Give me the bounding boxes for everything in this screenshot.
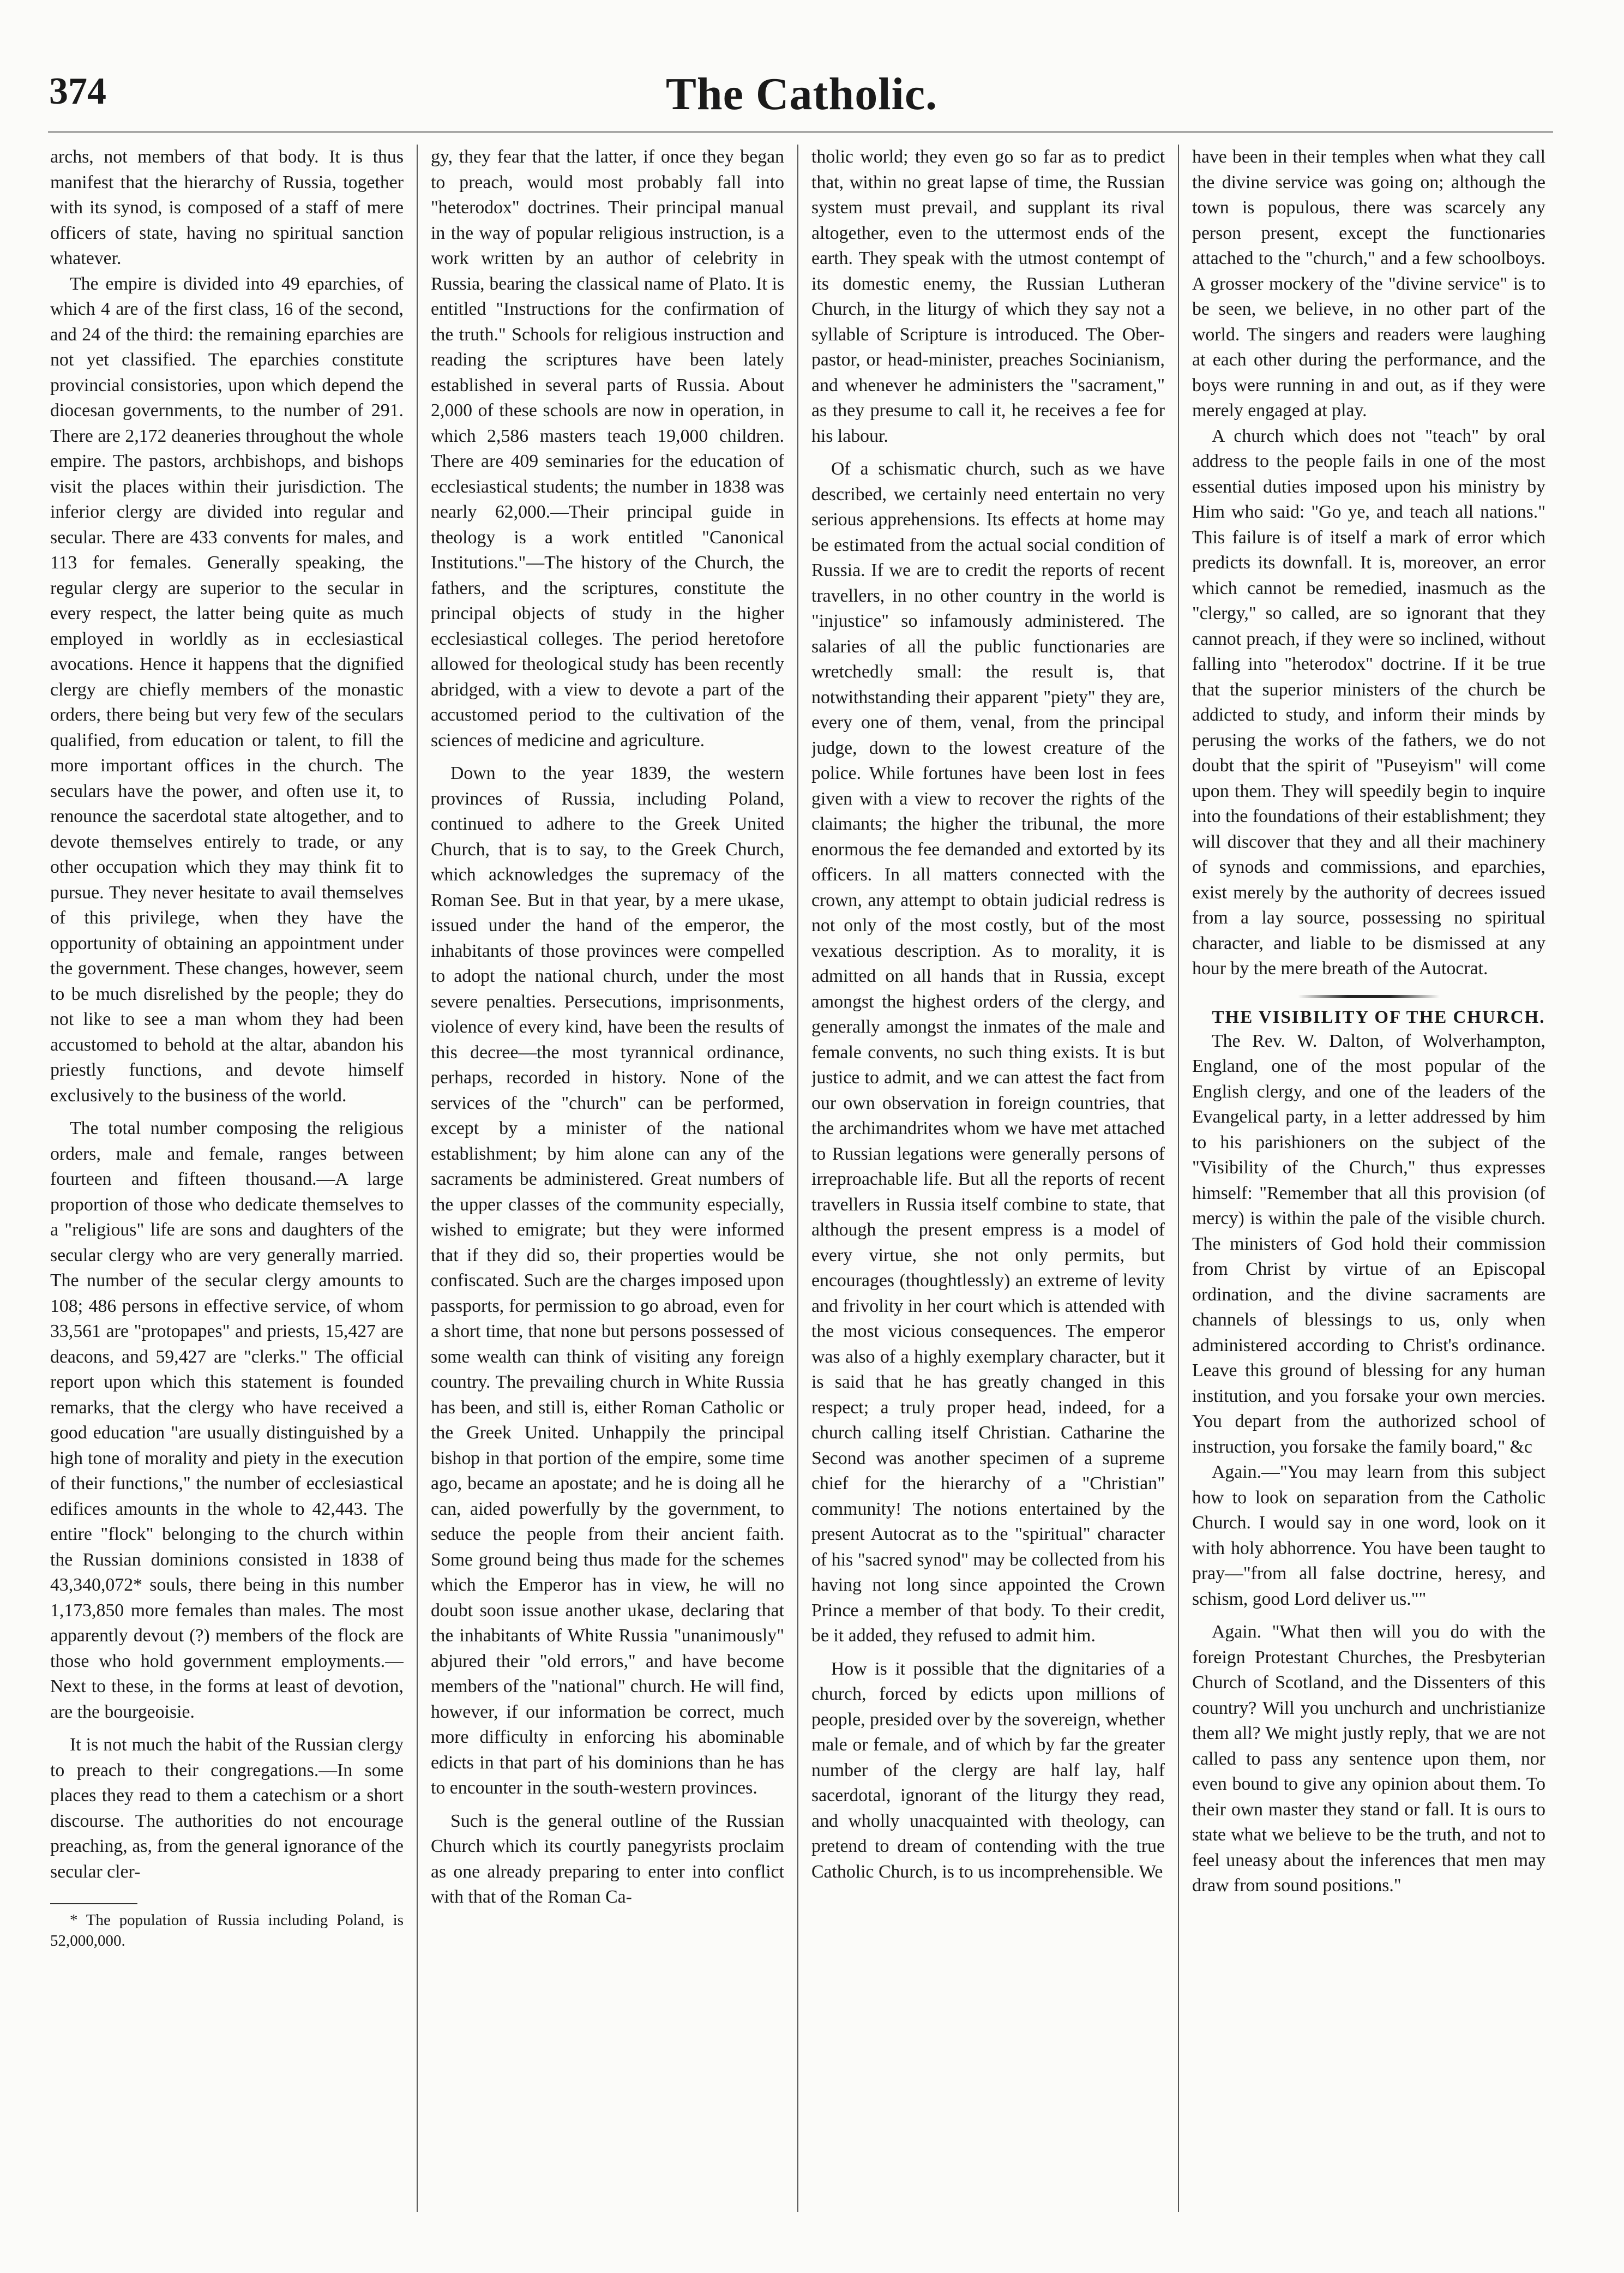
column-2: [431, 145, 784, 2212]
paragraph: It is not much the habit of the Russian clergy to preach to their congregations.—In some places they read to them a catechism or a short discourse. The authorities do not encourage preaching, as, from the general ignorance of the secular cler-: [50, 1735, 404, 1882]
paragraph: Of a schismatic church, such as we have described, we certainly need entertain no very serious apprehensions. Its effects at home may be estimated from the actual social condition of Russia. If we are to credit the reports of recent travellers, in no other country in the world is "injustice" so infamously administered. The salaries of all the public functionaries are wretchedly small: the result is, that notwithstanding their apparent "piety" they are, every one of them, venal, from the principal judge, down to the lowest creature of the police. While fortunes have been lost in fees given with a view to recover the rights of the claimants; the higher the tribunal, the more enormous the fee demanded and extorted by its officers. In all matters connected with the crown, any attempt to obtain judicial redress is not only of the most costly, but of the most vexatious description. As to morality, it is admitted on all hands that in Russia, except amongst the highest orders of the clergy, and generally amongst the inmates of the male and female convents, no such thing exists. It is but justice to admit, and we can attest the fact from our own observation in foreign countries, that the archimandrites whom we have met attached to Russian legations were generally persons of irreproachable life. But all the reports of recent travellers in Russia itself combine to state, that although the present empress is a model of every virtue, she not only permits, but encourages (thoughtlessly) an extreme of levity and frivolity in her court which is attended with the most vicious consequences. The emperor was also of a highly exemplary character, but it is said that he has greatly changed in this respect; a truly proper head, indeed, for a church calling itself Christian. Catharine the Second was another specimen of a supreme chief for the hierarchy of a "Christian" community! The notions entertained by the present Autocrat as to the "spiritual" character of his "sacred synod" may be collected from his having not long since appointed the Crown Prince a member of that body. To their credit, be it added, they refused to admit him.: [811, 459, 1165, 1646]
paragraph: The empire is divided into 49 eparchies, of which 4 are of the first class, 16 of the second, and 24 of the third: the remaining eparchies are not yet classified. The eparchies constitute provincial consistories, upon which depend the diocesan governments, to the number of 291. There are 2,172 deaneries throughout the whole empire. The pastors, archbishops, and bishops visit the places within their jurisdiction. The inferior clergy are divided into regular and secular. There are 433 convents for males, and 113 for females. Generally speaking, the regular clergy are superior to the secular in every respect, the latter being quite as much employed in worldly as in ecclesiastical avocations. Hence it happens that the dignified clergy are chiefly members of the monastic orders, there being but very few of the seculars qualified, from education or talent, to fill the more important offices in the church. The seculars have the power, and often use it, to renounce the sacerdotal state altogether, and to devote themselves entirely to trade, or any other occupation which they may think fit to pursue. They never hesitate to avail themselves of this privilege, when they have the opportunity of obtaining an appointment under the government. These changes, however, seem to be much disrelished by the people; they do not like to see a man whom they had been accustomed to behold at the altar, abandon his priestly functions, and devote himself exclusively to the business of the world.: [50, 273, 404, 1106]
column-rule: [797, 145, 798, 2212]
column-rule: [417, 145, 418, 2212]
column-rule: [1178, 145, 1179, 2212]
paragraph: Again. "What then will you do with the foreign Protestant Churches, the Presbyterian Church of Scotland, and the Dissenters of this country? Will you unchurch and unchristianize them all? We might justly reply, that we are not called to pass any sentence upon them, nor even bound to give any opinion about them. To their own master they stand or fall. It is ours to state what we believe to be the truth, and not to feel uneasy about the inferences that men may draw from sound positions.": [1192, 1622, 1545, 1896]
paragraph: Such is the general outline of the Russian Church which its courtly panegyrists proclaim as one already preparing to enter into conflict with that of the Roman Ca-: [431, 1810, 784, 1907]
column-1: [50, 145, 404, 2212]
column-3: [811, 145, 1165, 2212]
paragraph: A church which does not "teach" by oral address to the people fails in one of the most essential duties imposed upon his ministry by Him who said: "Go ye, and teach all nations." This failure is of itself a mark of error which predicts its downfall. It is, moreover, an error which cannot be remedied, inasmuch as the "clergy," so called, are so ignorant that they cannot preach, if they were so inclined, without falling into "heterodox" doctrine. If it be true that the superior ministers of the church be addicted to study, and inform their minds by perusing the works of the fathers, we do not doubt that the spirit of "Puseyism" will come upon them. They will speedily begin to inquire into the foundations of their establishment; they will discover that they and all their machinery of synods and commissions, and eparchies, exist merely by the authority of decrees issued from a lay source, possessing no spiritual character, and liable to be dismissed at any hour by the mere breath of the Autocrat.: [1192, 425, 1545, 979]
section-heading: THE VISIBILITY OF THE CHURCH.: [1212, 1007, 1545, 1027]
header-rule: [48, 131, 1553, 133]
paragraph: have been in their temples when what they call the divine service was going on; although the town is populous, there was scarcely any person present, except the functionaries attached to the "church," and a few schoolboys. A grosser mockery of the "divine service" is to be seen, we believe, in no other part of the world. The singers and readers were laughing at each other during the performance, and the boys were running in and out, as if they were merely engaged at play.: [1192, 147, 1545, 421]
paragraph: The total number composing the religious orders, male and female, ranges between fourteen and fifteen thousand.—A large proportion of those who dedicate themselves to a "religious" life are sons and daughters of the secular clergy who are very generally married. The number of the secular clergy amounts to 108; 486 persons in effective service, of whom 33,561 are "protopapes" and priests, 15,427 are deacons, and 59,427 are "clerks." The official report upon which this statement is founded remarks, that the clergy who have received a good education "are usually distinguished by a high tone of morality and piety in the execution of their functions," the number of ecclesiastical edifices amounts in the whole to 42,443. The entire "flock" belonging to the church within the Russian dominions consisted in 1838 of 43,340,072* souls, there being in this number 1,173,850 more females than males. The most apparently devout (?) members of the flock are those who hold government employments.—Next to these, in the forms at least of devotion, are the bourgeoisie.: [50, 1118, 404, 1722]
paragraph: tholic world; they even go so far as to predict that, within no great lapse of time, the Russian system must prevail, and supplant its rival altogether, even to the uttermost ends of the earth. They speak with the utmost contempt of its domestic enemy, the Russian Lutheran Church, in the liturgy of which they say not a syllable of Scripture is introduced. The Ober-pastor, or head-minister, preaches Socinianism, and whenever he administers the "sacrament," as they presume to call it, he receives a fee for his labour.: [811, 147, 1165, 446]
journal-title: The Catholic.: [665, 69, 938, 119]
article-columns: [50, 145, 1553, 2212]
column-4: [1192, 145, 1545, 2212]
paragraph: Again.—"You may learn from this subject how to look on separation from the Catholic Church. I would say in one word, look on it with holy abhorrence. You have been taught to pray—"from all false doctrine, heresy, and schism, good Lord deliver us."": [1192, 1462, 1545, 1609]
section-divider: [1298, 995, 1440, 998]
paragraph: Down to the year 1839, the western provinces of Russia, including Poland, continued to adhere to the Greek United Church, that is to say, to the Greek Church, which acknowledges the supremacy of the Roman See. But in that year, by a mere ukase, issued under the hand of the emperor, the inhabitants of those provinces were compelled to adopt the national church, under the most severe penalties. Persecutions, imprisonments, violence of every kind, have been the results of this decree—the most tyrannical ordinance, perhaps, recorded in history. None of the services of the "church" can be performed, except by a minister of the national establishment; by him alone can any of the sacraments be administered. Great numbers of the upper classes of the community especially, wished to emigrate; but they were informed that if they did so, their properties would be confiscated. Such are the charges imposed upon passports, for permission to go abroad, even for a short time, that none but persons possessed of some wealth can think of visiting any foreign country. The prevailing church in White Russia has been, and still is, either Roman Catholic or the Greek United. Unhappily the principal bishop in that portion of the empire, some time ago, became an apostate; and he is doing all he can, aided powerfully by the government, to seduce the people from their ancient faith. Some ground being thus made for the schemes which the Emperor has in view, he will no doubt soon issue another ukase, declaring that the inhabitants of White Russia "unanimously" abjured their "old errors," and have become members of the "national" church. He will find, however, if our information be correct, much more difficulty in enforcing his abominable edicts in that part of his dominions than he has to encounter in the south-western provinces.: [431, 763, 784, 1798]
paragraph: archs, not members of that body. It is thus manifest that the hierarchy of Russia, together with its synod, is composed of a staff of mere officers of state, having no spiritual sanction whatever.: [50, 147, 404, 268]
footnote: * The population of Russia including Poland, is 52,000,000.: [50, 1911, 404, 1950]
page-header: [49, 70, 1554, 130]
footnote-rule: [50, 1903, 137, 1904]
paragraph: gy, they fear that the latter, if once they began to preach, would most probably fall into "heterodox" doctrines. Their principal manual in the way of popular religious instruction, is a work written by an author of celebrity in Russia, bearing the classical name of Plato. It is entitled "Instructions for the confirmation of the truth." Schools for religious instruction and reading the scriptures have been lately established in several parts of Russia. About 2,000 of these schools are now in operation, in which 2,586 masters teach 19,000 children. There are 409 seminaries for the education of ecclesiastical students; the number in 1838 was nearly 62,000.—Their principal guide in theology is a work entitled "Canonical Institutions."—The history of the Church, the fathers, and the scriptures, constitute the principal objects of study in the higher ecclesiastical colleges. The period heretofore allowed for theological study has been recently abridged, with a view to devote a part of the accustomed period to the cultivation of the sciences of medicine and agriculture.: [431, 147, 784, 751]
paragraph: How is it possible that the dignitaries of a church, forced by edicts upon millions of people, presided over by the sovereign, whether male or female, and of which by far the greater number of the clergy are half lay, half sacerdotal, ignorant of the liturgy they read, and wholly unacquainted with theology, can pretend to dream of contending with the true Catholic Church, is to us incomprehensible. We: [811, 1658, 1165, 1882]
paragraph: The Rev. W. Dalton, of Wolverhampton, England, one of the most popular of the English clergy, and one of the leaders of the Evangelical party, in a letter addressed by him to his parishioners on the subject of the "Visibility of the Church," thus expresses himself: "Remember that all this provision (of mercy) is within the pale of the visible church. The ministers of God hold their commission from Christ by virtue of an Episcopal ordination, and the divine sacraments are channels of blessings to us, only when administered according to Christ's ordinance. Leave this ground of blessing for any human institution, and you forsake your own mercies. You depart from the authorized school of instruction, you forsake the family board," &c: [1192, 1030, 1545, 1457]
page-number: 374: [49, 70, 106, 112]
